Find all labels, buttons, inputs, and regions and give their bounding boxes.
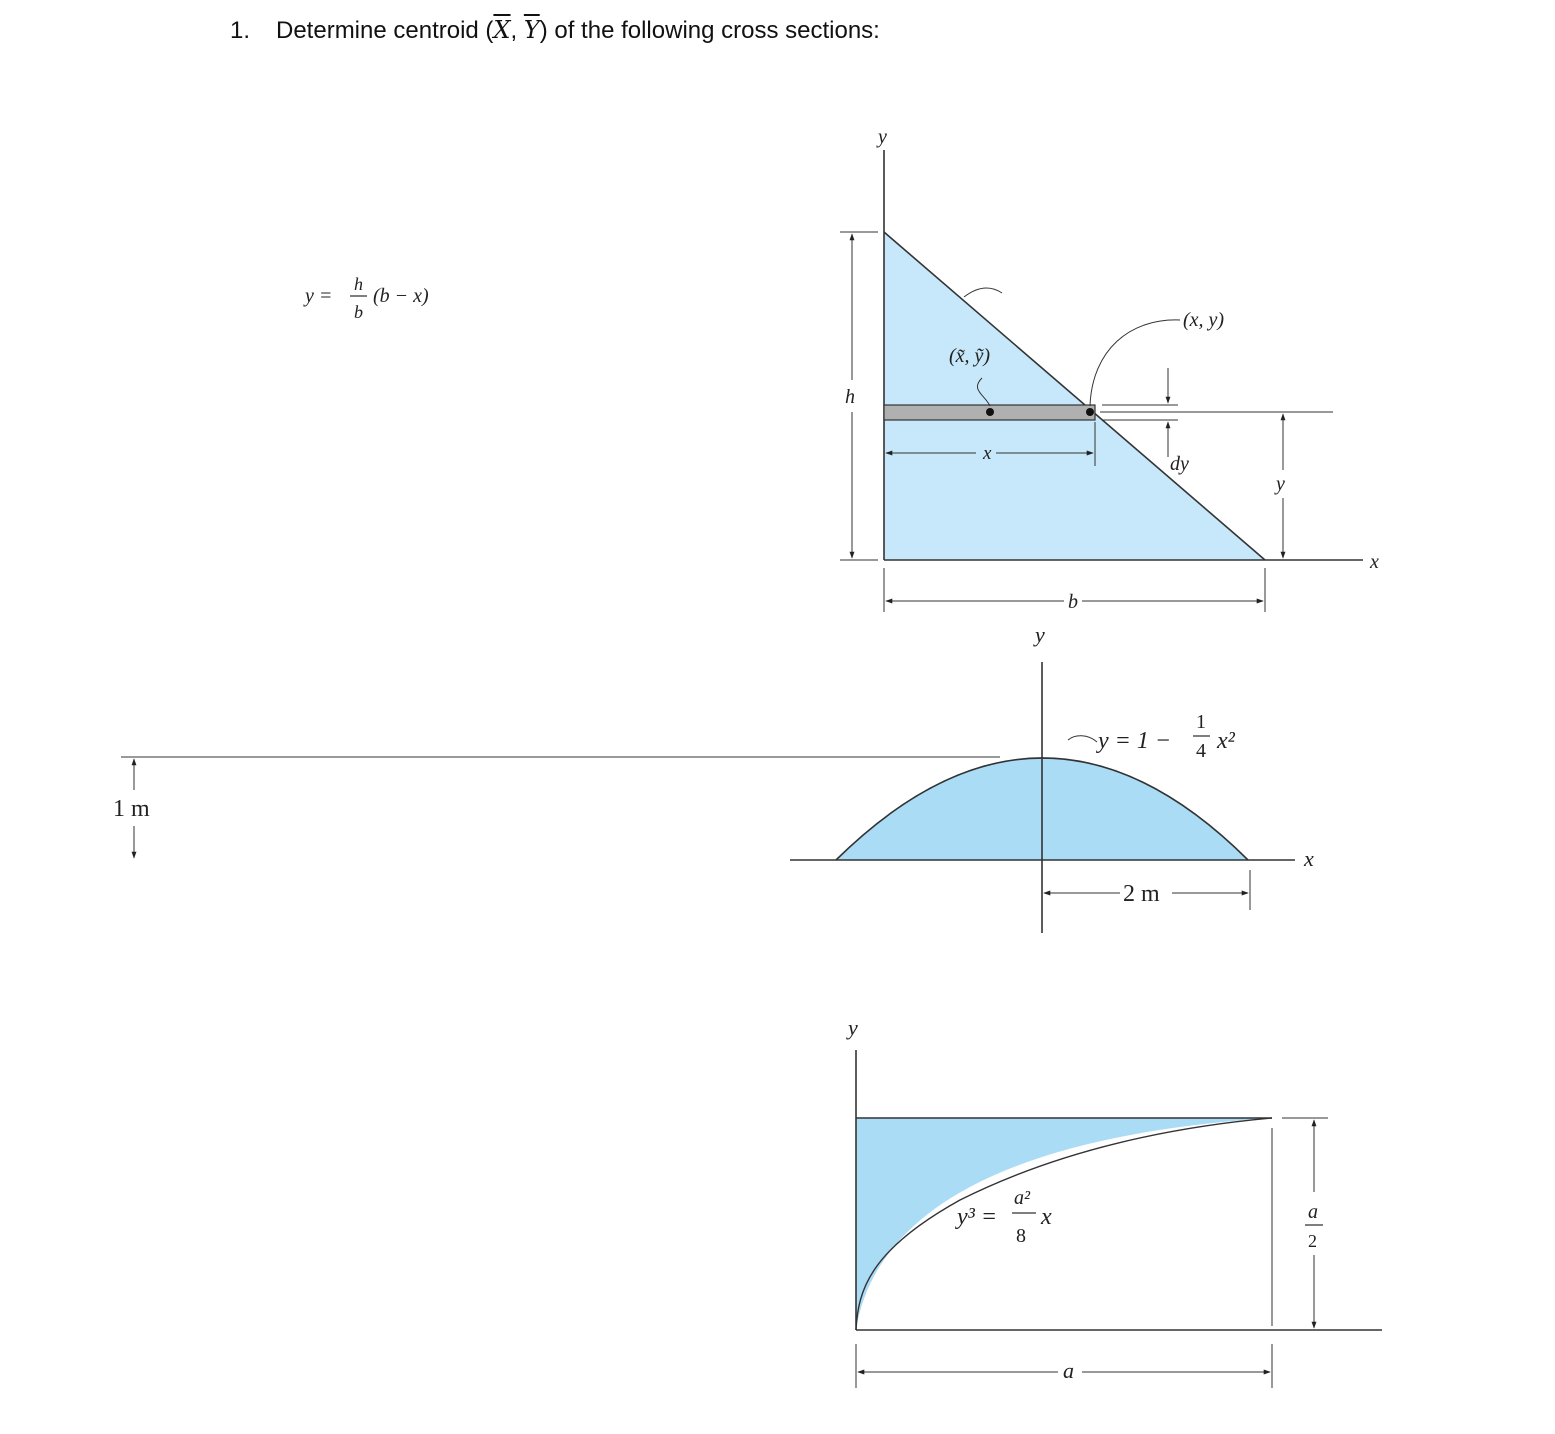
problem-suffix: ) of the following cross sections: <box>539 17 880 44</box>
eq1-denominator: b <box>354 302 363 322</box>
centroid-label: (x̃, ỹ) <box>949 345 991 367</box>
width-label-2m: 2 m <box>1123 881 1160 907</box>
eq2-rest: x² <box>1217 728 1235 754</box>
eq2-denominator: 4 <box>1196 740 1206 762</box>
problem-comma: , <box>510 17 524 44</box>
strip-x-label: x <box>983 443 992 464</box>
dy-label: dy <box>1170 453 1189 475</box>
a2-numerator: a <box>1308 1201 1318 1223</box>
figure-cubic <box>846 1015 1382 1388</box>
xbar-symbol: $\overline{X}$ <box>493 16 511 44</box>
eq1-rest: (b − x) <box>373 285 429 307</box>
height-label-1m: 1 m <box>113 796 150 822</box>
figure-parabola <box>113 622 1314 933</box>
x-axis-label-2: x <box>1304 846 1314 871</box>
eq2-numerator: 1 <box>1196 711 1206 733</box>
point-leader <box>1090 320 1180 406</box>
x-axis-label-1: x <box>1370 551 1379 573</box>
problem-number: 1. <box>230 17 251 44</box>
y-axis-label-3: y <box>848 1015 858 1040</box>
eq2-leader <box>1068 736 1097 742</box>
base-label: b <box>1068 591 1078 613</box>
base-label-a: a <box>1063 1358 1074 1383</box>
eq1-lhs: y = <box>305 285 333 307</box>
eq3-rest: x <box>1041 1204 1052 1230</box>
strip-centroid-point <box>986 408 994 416</box>
eq3-numerator: a² <box>1014 1187 1030 1209</box>
eq3-denominator: 8 <box>1016 1225 1026 1247</box>
ybar-symbol: $\overline{Y}$ <box>523 16 540 44</box>
eq1-leader-curve <box>264 289 301 297</box>
eq3-lhs: y³ = <box>957 1204 998 1230</box>
problem-prefix: Determine centroid ( <box>276 17 494 44</box>
point-label: (x, y) <box>1183 309 1225 331</box>
eq1-numerator: h <box>354 274 363 294</box>
equation1-leader-visible <box>964 288 1002 297</box>
y-axis-label-2: y <box>1035 622 1045 647</box>
a2-denominator: 2 <box>1308 1231 1317 1251</box>
y-axis-label-1: y <box>878 126 887 148</box>
curve-point <box>1086 408 1094 416</box>
y-dim-label: y <box>1276 473 1285 495</box>
cubic-area <box>856 1118 1272 1330</box>
eq2-lhs: y = 1 − <box>1098 728 1172 754</box>
height-label: h <box>845 386 855 408</box>
